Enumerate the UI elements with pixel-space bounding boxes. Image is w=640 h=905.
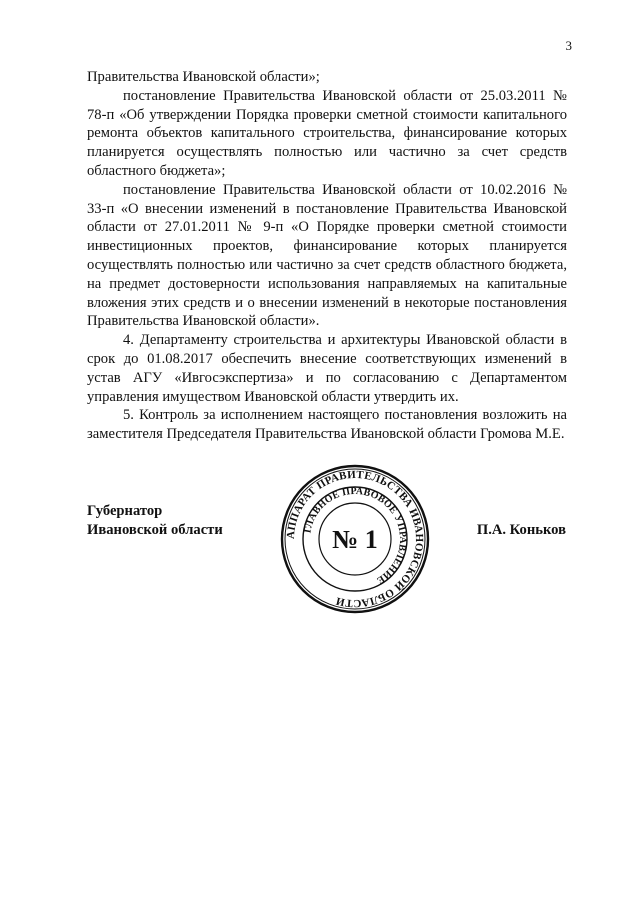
signatory-title <box>87 502 223 540</box>
seal-inner-text: ГЛАВНОЕ ПРАВОВОЕ УПРАВЛЕНИЕ <box>302 485 409 586</box>
page-number: 3 <box>565 38 572 53</box>
paragraph-continuation: Правительства Ивановской области»; <box>87 69 320 85</box>
seal-outer-text: АППАРАТ ПРАВИТЕЛЬСТВА ИВАНОВСКОЙ ОБЛАСТИ <box>284 468 426 610</box>
signatory-title-line1: Губернатор <box>87 503 163 519</box>
document-body <box>87 68 567 444</box>
paragraph-resolution-33p: постановление Правительства Ивановской области от 10.02.2016 № 33-п «О внесении изменений в постановление Правительства Ивановской области от 27.01.2011 № 9-п «О Порядке проверки сметной стоимости инвестиционных проектов, финансирование которых планируется осуществлять полностью или частично за счет средств областного бюджета, на предмет достоверности использования направляемых на капитальные вложения этих средств и о внесении изменений в некоторые постановления Правительства Ивановской области». <box>87 181 567 330</box>
paragraph-item-5: 5. Контроль за исполнением настоящего постановления возложить на заместителя Председателя Правительства Ивановской области Громова М.Е. <box>87 407 567 443</box>
signatory-name: П.А. Коньков <box>476 522 566 538</box>
signatory-title-line2: Ивановской области <box>87 522 223 538</box>
official-seal <box>279 463 431 615</box>
paragraph-resolution-78p: постановление Правительства Ивановской области от 25.03.2011 № 78-п «Об утверждении Порядка проверки сметной стоимости капитального ремонта объектов капитального строительства, финансирование которых планируется осуществлять полностью или частично за счет средств областного бюджета»; <box>87 87 567 179</box>
seal-number: № 1 <box>332 525 378 554</box>
paragraph-item-4: 4. Департаменту строительства и архитектуры Ивановской области в срок до 01.08.2017 обеспечить внесение соответствующих изменений в устав АГУ «Ивгосэкспертиза» и по согласованию с Департаментом управления имуществом Ивановской области утвердить их. <box>87 332 567 405</box>
